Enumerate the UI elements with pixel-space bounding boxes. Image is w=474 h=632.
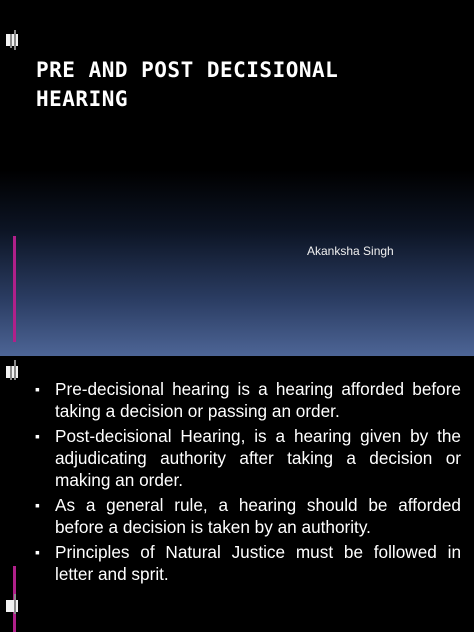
slide-title [36,56,456,114]
bullet-icon: ▪ [35,381,40,397]
title-line-1: PRE AND POST DECISIONAL [36,58,339,82]
bullet-text: Pre-decisional hearing is a hearing afforded before taking a decision or passing an order. [55,379,461,421]
side-decoration-middle [0,360,18,390]
bullet-item [33,541,461,585]
bullet-item [33,425,461,491]
title-line-2: HEARING [36,87,129,111]
bullet-icon: ▪ [35,428,40,444]
bullet-icon: ▪ [35,544,40,560]
content-slide [0,356,474,632]
bullet-list [33,378,461,588]
bullet-item [33,494,461,538]
bullet-text: Principles of Natural Justice must be followed in letter and sprit. [55,542,461,584]
bullet-icon: ▪ [35,497,40,513]
author-name: Akanksha Singh [307,244,394,258]
bullet-item [33,378,461,422]
side-accent-bar [13,236,16,342]
side-decoration-top [0,30,18,60]
bullet-text: As a general rule, a hearing should be afforded before a decision is taken by an authority. [55,495,461,537]
side-decoration-bottom [0,594,18,624]
bullet-text: Post-decisional Hearing, is a hearing given by the adjudicating authority after taking a decision or making an order. [55,426,461,490]
